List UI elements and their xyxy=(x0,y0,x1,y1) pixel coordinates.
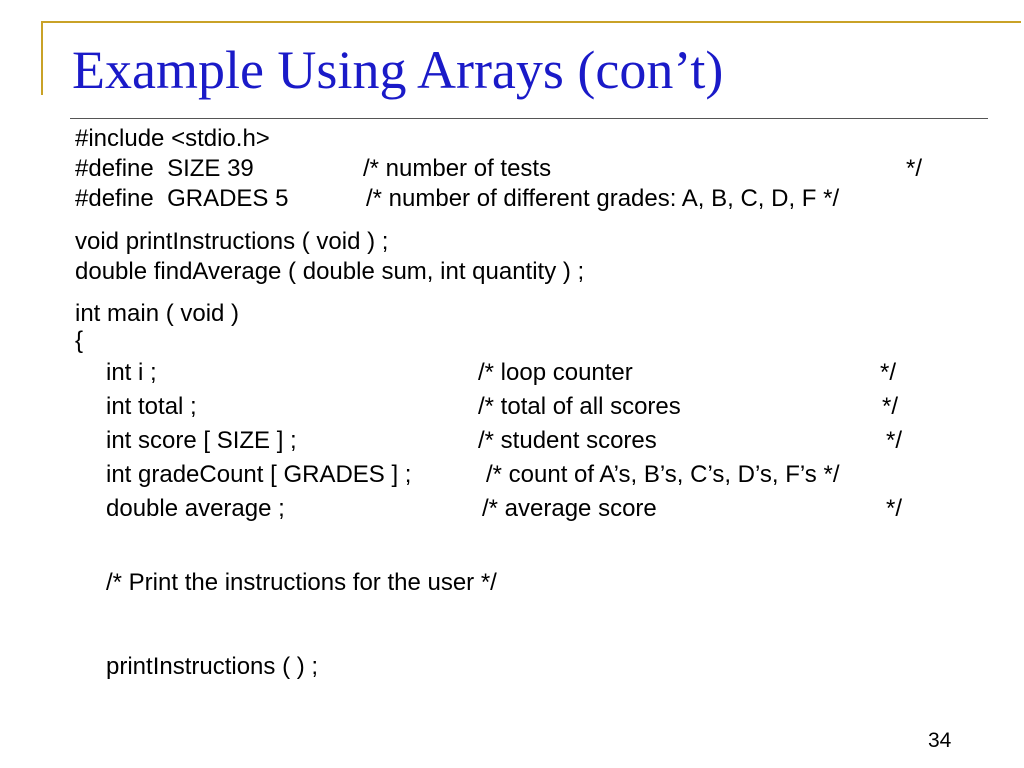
code-line-main: int main ( void ) xyxy=(75,300,240,327)
code-line-decl-i: int i ; xyxy=(106,359,157,386)
code-comment-define-grades: /* number of different grades: A, B, C, D, F */ xyxy=(366,185,840,212)
code-comment-decl-gradecount: /* count of A’s, B’s, C’s, D’s, F’s */ xyxy=(486,461,840,488)
slide-title: Example Using Arrays (con’t) xyxy=(72,40,724,100)
code-line-define-grades: #define GRADES 5 xyxy=(75,185,289,212)
code-line-decl-total: int total ; xyxy=(106,393,197,420)
slide-page-number: 34 xyxy=(928,729,952,752)
code-line-decl-average: double average ; xyxy=(106,495,285,522)
title-divider xyxy=(70,118,988,119)
code-line-open-brace: { xyxy=(75,327,84,354)
code-comment-decl-total: /* total of all scores xyxy=(478,393,681,420)
code-line-proto-avg: double findAverage ( double sum, int quantity ) ; xyxy=(75,258,585,285)
code-line-print-comment: /* Print the instructions for the user */ xyxy=(106,569,497,596)
code-comment-end-decl-total: */ xyxy=(882,393,899,420)
code-comment-end-decl-average: */ xyxy=(886,495,903,522)
code-comment-decl-average: /* average score xyxy=(482,495,657,522)
code-line-include: #include <stdio.h> xyxy=(75,125,270,152)
code-line-proto-print: void printInstructions ( void ) ; xyxy=(75,228,389,255)
code-comment-end-define-size: */ xyxy=(906,155,923,182)
code-line-define-size: #define SIZE 39 xyxy=(75,155,254,182)
code-comment-define-size: /* number of tests xyxy=(363,155,552,182)
code-line-call-print: printInstructions ( ) ; xyxy=(106,653,319,680)
code-line-decl-score: int score [ SIZE ] ; xyxy=(106,427,297,454)
code-comment-decl-i: /* loop counter xyxy=(478,359,633,386)
code-comment-decl-score: /* student scores xyxy=(478,427,657,454)
code-comment-end-decl-i: */ xyxy=(880,359,897,386)
code-line-decl-gradecount: int gradeCount [ GRADES ] ; xyxy=(106,461,412,488)
code-comment-end-decl-score: */ xyxy=(886,427,903,454)
